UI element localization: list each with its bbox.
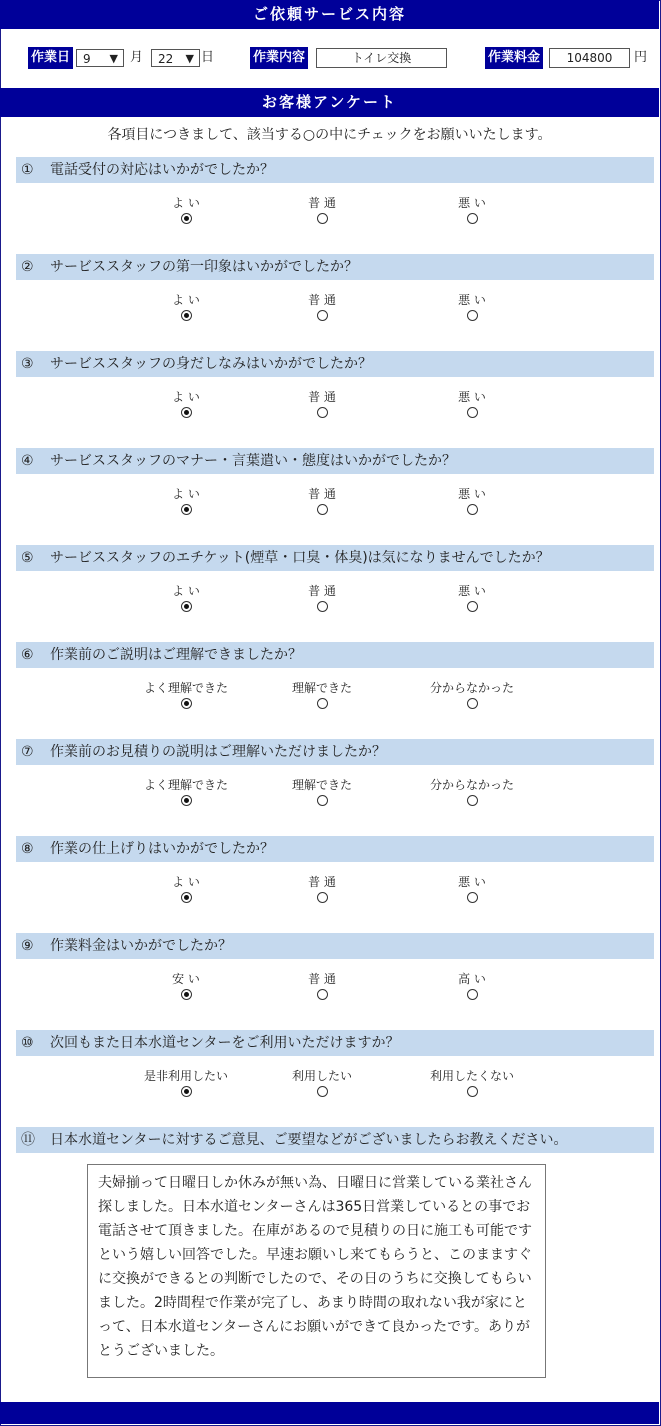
question-number: ① — [21, 162, 34, 178]
radio-button[interactable] — [181, 407, 192, 418]
option-label: よ い — [172, 487, 200, 501]
question-text: 作業料金はいかがでしたか？ — [50, 938, 232, 954]
question-number: ⑨ — [21, 938, 34, 954]
option-label: よ い — [172, 390, 200, 404]
question-number: ⑩ — [21, 1035, 34, 1051]
question-bar-10 — [16, 1030, 654, 1056]
question-number: ⑪ — [21, 1132, 35, 1148]
option-label: 普 通 — [308, 196, 336, 210]
option-label: 是非利用したい — [143, 1069, 228, 1083]
work-label: 作業内容 — [250, 47, 308, 69]
answer-option[interactable] — [412, 875, 532, 903]
question-number: ⑦ — [21, 744, 34, 760]
radio-button[interactable] — [181, 698, 192, 709]
question-number: ② — [21, 259, 34, 275]
answer-option[interactable] — [126, 293, 246, 321]
question-number: ③ — [21, 356, 34, 372]
answer-option[interactable] — [412, 1069, 532, 1097]
radio-button[interactable] — [317, 795, 328, 806]
footer-bar — [0, 1402, 659, 1424]
question-bar-8 — [16, 836, 654, 862]
radio-button[interactable] — [181, 892, 192, 903]
option-label: 普 通 — [308, 293, 336, 307]
question-number: ⑧ — [21, 841, 34, 857]
radio-button[interactable] — [317, 310, 328, 321]
option-label: よ い — [172, 293, 200, 307]
answer-option[interactable] — [412, 584, 532, 612]
date-label: 作業日 — [28, 47, 73, 69]
question-bar-1 — [16, 157, 654, 183]
fee-unit: 円 — [634, 50, 648, 65]
fee-field[interactable]: 104800 — [549, 48, 630, 68]
option-label: 普 通 — [308, 875, 336, 889]
day-select[interactable] — [151, 49, 200, 67]
question-text: 作業前のご説明はご理解できましたか？ — [50, 647, 302, 663]
radio-button[interactable] — [467, 892, 478, 903]
work-field[interactable]: トイレ交換 — [316, 48, 447, 68]
answer-option[interactable] — [262, 584, 382, 612]
question-text: 電話受付の対応はいかがでしたか？ — [50, 162, 274, 178]
question-number: ④ — [21, 453, 34, 469]
question-bar-7 — [16, 739, 654, 765]
chevron-down-icon: ▼ — [185, 52, 194, 65]
answer-option[interactable] — [126, 390, 246, 418]
option-label: 悪 い — [458, 487, 486, 501]
radio-button[interactable] — [317, 601, 328, 612]
radio-button[interactable] — [467, 698, 478, 709]
radio-button[interactable] — [181, 1086, 192, 1097]
question-bar-2 — [16, 254, 654, 280]
radio-button[interactable] — [317, 213, 328, 224]
month-unit: 月 — [130, 50, 144, 65]
question-bar-6 — [16, 642, 654, 668]
question-text: 次回もまた日本水道センターをご利用いただけますか？ — [50, 1035, 400, 1051]
option-label: 普 通 — [308, 390, 336, 404]
radio-button[interactable] — [467, 504, 478, 515]
answer-option[interactable] — [412, 293, 532, 321]
answer-option[interactable] — [262, 1069, 382, 1097]
answer-option[interactable] — [126, 487, 246, 515]
question-text: サービススタッフの身だしなみはいかがでしたか？ — [50, 356, 372, 372]
question-text: 日本水道センターに対するご意見、ご要望などがございましたらお教えください。 — [50, 1132, 568, 1148]
radio-button[interactable] — [317, 698, 328, 709]
survey-header: お客様アンケート — [0, 88, 659, 117]
question-number: ⑤ — [21, 550, 34, 566]
radio-button[interactable] — [467, 407, 478, 418]
answer-option[interactable] — [126, 778, 246, 806]
option-label: よく理解できた — [143, 681, 228, 695]
question-bar-11 — [16, 1127, 654, 1153]
answer-option[interactable] — [262, 487, 382, 515]
day-unit: 日 — [201, 50, 215, 65]
option-label: 悪 い — [458, 584, 486, 598]
answer-option[interactable] — [412, 778, 532, 806]
radio-button[interactable] — [317, 892, 328, 903]
option-label: 悪 い — [458, 293, 486, 307]
question-bar-4 — [16, 448, 654, 474]
option-label: 分からなかった — [429, 681, 514, 695]
question-bar-9 — [16, 933, 654, 959]
option-label: 理解できた — [291, 778, 352, 792]
option-label: 分からなかった — [429, 778, 514, 792]
answer-option[interactable] — [126, 681, 246, 709]
question-text: サービススタッフのマナー・言葉遣い・態度はいかがでしたか？ — [50, 453, 456, 469]
question-bar-3 — [16, 351, 654, 377]
answer-option[interactable] — [412, 681, 532, 709]
answer-option[interactable] — [262, 293, 382, 321]
radio-button[interactable] — [317, 1086, 328, 1097]
option-label: 悪 い — [458, 390, 486, 404]
answer-option[interactable] — [412, 487, 532, 515]
radio-button[interactable] — [317, 407, 328, 418]
chevron-down-icon: ▼ — [109, 52, 118, 65]
radio-button[interactable] — [467, 213, 478, 224]
question-number: ⑥ — [21, 647, 34, 663]
option-label: 悪 い — [458, 875, 486, 889]
answer-option[interactable] — [262, 778, 382, 806]
option-label: 普 通 — [308, 584, 336, 598]
answer-option[interactable] — [262, 875, 382, 903]
question-text: サービススタッフのエチケット(煙草・口臭・体臭)は気になりませんでしたか？ — [50, 550, 550, 566]
radio-button[interactable] — [181, 310, 192, 321]
radio-button[interactable] — [467, 795, 478, 806]
radio-button[interactable] — [317, 989, 328, 1000]
option-label: 高 い — [458, 972, 486, 986]
radio-button[interactable] — [181, 504, 192, 515]
survey-intro: 各項目につきまして、該当する○の中にチェックをお願いいたします。 — [107, 127, 552, 143]
radio-button[interactable] — [181, 601, 192, 612]
radio-button[interactable] — [181, 989, 192, 1000]
fee-label: 作業料金 — [485, 47, 543, 69]
option-label: 利用したくない — [429, 1069, 514, 1083]
answer-option[interactable] — [262, 390, 382, 418]
option-label: 普 通 — [308, 972, 336, 986]
option-label: よ い — [172, 875, 200, 889]
radio-button[interactable] — [467, 310, 478, 321]
option-label: 利用したい — [291, 1069, 352, 1083]
question-text: 作業の仕上げりはいかがでしたか？ — [50, 841, 274, 857]
radio-button[interactable] — [467, 601, 478, 612]
question-text: 作業前のお見積りの説明はご理解いただけましたか？ — [50, 744, 386, 760]
radio-button[interactable] — [317, 504, 328, 515]
month-select[interactable] — [76, 49, 124, 67]
option-label: 理解できた — [291, 681, 352, 695]
answer-option[interactable] — [126, 875, 246, 903]
radio-button[interactable] — [467, 989, 478, 1000]
answer-option[interactable] — [412, 972, 532, 1000]
option-label: 安 い — [172, 972, 200, 986]
radio-button[interactable] — [181, 213, 192, 224]
radio-button[interactable] — [467, 1086, 478, 1097]
question-bar-5 — [16, 545, 654, 571]
radio-button[interactable] — [181, 795, 192, 806]
option-label: よ い — [172, 196, 200, 210]
answer-option[interactable] — [262, 196, 382, 224]
answer-option[interactable] — [126, 196, 246, 224]
service-header: ご依頼サービス内容 — [0, 0, 659, 29]
answer-option[interactable] — [262, 681, 382, 709]
comment-textarea[interactable]: 夫婦揃って日曜日しか休みが無い為、日曜日に営業している業社さん探しました。日本水道センターさんは365日営業しているとの事でお電話させて頂きました。在庫があるので見積りの日に施工も可能ですという嬉しい回答でした。早速お願いし来てもらうと、このまますぐに交換ができるとの判断でしたので、その日のうちに交換してもらいました。2時間程で作業が完了し、あまり時間の取れない我が家にとって、日本水道センターさんにお願いができて良かったです。ありがとうございました。 — [87, 1164, 546, 1378]
option-label: よ い — [172, 584, 200, 598]
answer-option[interactable] — [412, 390, 532, 418]
option-label: 普 通 — [308, 487, 336, 501]
question-text: サービススタッフの第一印象はいかがでしたか？ — [50, 259, 358, 275]
option-label: 悪 い — [458, 196, 486, 210]
month-value: 9 — [83, 52, 91, 66]
answer-option[interactable] — [126, 1069, 246, 1097]
day-value: 22 — [158, 52, 174, 66]
answer-option[interactable] — [126, 584, 246, 612]
option-label: よく理解できた — [143, 778, 228, 792]
answer-option[interactable] — [262, 972, 382, 1000]
answer-option[interactable] — [412, 196, 532, 224]
answer-option[interactable] — [126, 972, 246, 1000]
